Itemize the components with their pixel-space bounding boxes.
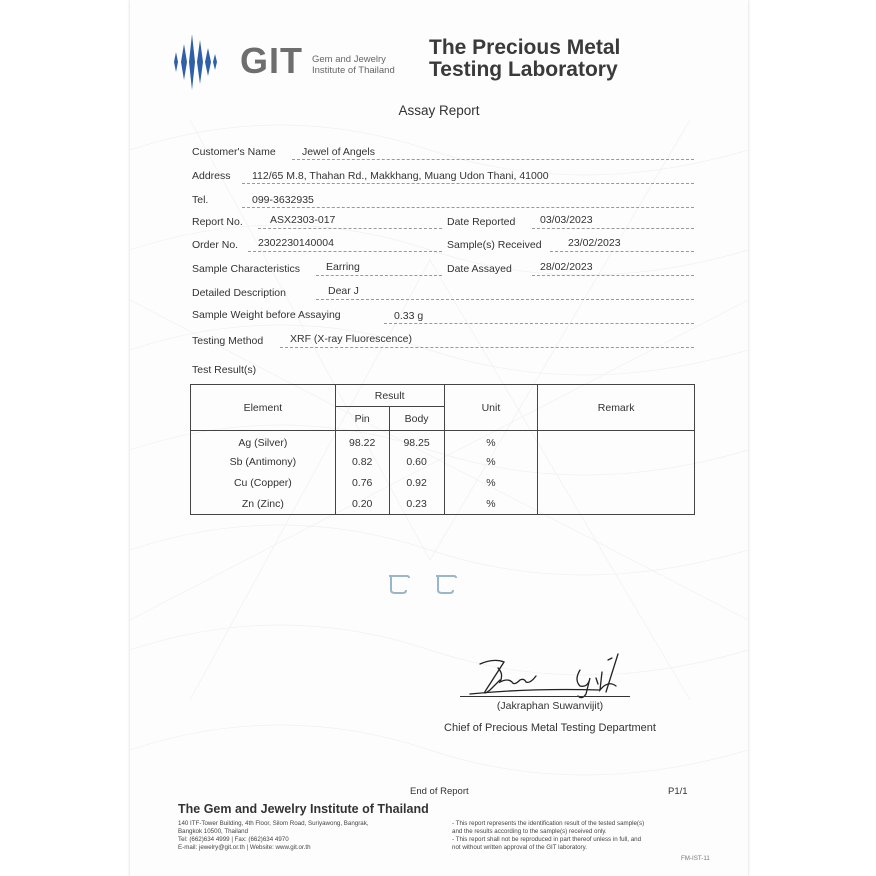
earring-sample-right-icon xyxy=(432,572,460,596)
lab-title xyxy=(429,37,659,81)
date-assayed-label: Date Assayed xyxy=(447,263,512,275)
detailed-description-value: Dear J xyxy=(328,285,359,297)
customer-name-value: Jewel of Angels xyxy=(302,146,375,158)
element-header: Element xyxy=(191,385,336,431)
element-cell: Zn (Zinc) xyxy=(191,494,336,515)
form-code: FM-IST-11 xyxy=(681,855,710,862)
logo-text: GIT xyxy=(240,40,303,81)
tel-label: Tel. xyxy=(192,194,209,206)
address-line-4: E-mail: jewelry@git.or.th | Website: www.git.or.th xyxy=(178,844,311,851)
samples-received-line xyxy=(550,251,694,252)
address-line-1: 140 ITF-Tower Building, 4th Floor, Silom Road, Suriyawong, Bangrak, xyxy=(178,820,369,827)
signature-line xyxy=(460,696,630,697)
institute-address xyxy=(178,820,428,852)
git-logo-icon xyxy=(170,28,220,98)
table-row xyxy=(191,431,695,452)
note-line-1: - This report represents the identification result of the tested sample(s) xyxy=(452,820,645,827)
table-row xyxy=(191,473,695,494)
body-header: Body xyxy=(389,407,444,431)
lab-title-line2: Testing Laboratory xyxy=(429,58,618,81)
body-cell: 0.23 xyxy=(389,494,444,515)
signer-title: Chief of Precious Metal Testing Department xyxy=(444,722,656,734)
pin-cell: 0.76 xyxy=(335,473,389,494)
table-row xyxy=(191,452,695,473)
element-cell: Sb (Antimony) xyxy=(191,452,336,473)
address-label: Address xyxy=(192,170,231,182)
samples-received-label: Sample(s) Received xyxy=(447,239,542,251)
result-header: Result xyxy=(335,385,444,407)
unit-cell: % xyxy=(444,494,538,515)
tel-line xyxy=(242,207,694,208)
remark-cell xyxy=(538,494,695,515)
testing-method-label: Testing Method xyxy=(192,335,264,347)
pin-header: Pin xyxy=(335,407,389,431)
end-of-report: End of Report xyxy=(410,786,469,797)
pin-cell: 0.20 xyxy=(335,494,389,515)
unit-cell: % xyxy=(444,473,538,494)
report-paper xyxy=(130,0,748,876)
results-table xyxy=(190,384,695,515)
element-cell: Ag (Silver) xyxy=(191,431,336,452)
samples-received-value: 23/02/2023 xyxy=(568,237,621,249)
date-assayed-line xyxy=(532,275,694,276)
detailed-description-label: Detailed Description xyxy=(192,287,286,299)
note-line-3: - This report shall not be reproduced in part thereof unless in full, and xyxy=(452,836,642,843)
remark-cell xyxy=(538,473,695,494)
body-cell: 98.25 xyxy=(389,431,444,452)
customer-name-line xyxy=(292,159,694,160)
note-line-4: not without written approval of the GIT laboratory. xyxy=(452,844,587,851)
page-number: P1/1 xyxy=(668,786,688,797)
logo-subtitle xyxy=(312,54,412,76)
order-no-label: Order No. xyxy=(192,239,239,251)
order-no-line xyxy=(248,251,442,252)
unit-cell: % xyxy=(444,452,538,473)
date-assayed-value: 28/02/2023 xyxy=(540,261,593,273)
tel-value: 099-3632935 xyxy=(252,194,314,206)
remark-cell xyxy=(538,431,695,452)
test-results-label: Test Result(s) xyxy=(192,364,257,376)
sample-weight-value: 0.33 g xyxy=(394,310,424,322)
address-line-3: Tel: (662)634 4999 | Fax: (662)634 4970 xyxy=(178,836,289,843)
body-cell: 0.60 xyxy=(389,452,444,473)
address-value: 112/65 M.8, Thahan Rd., Makkhang, Muang Udon Thani, 41000 xyxy=(252,170,549,182)
report-notes xyxy=(452,820,712,852)
report-title: Assay Report xyxy=(398,103,480,118)
note-line-2: and the results according to the sample(s) received only. xyxy=(452,828,607,835)
body-cell: 0.92 xyxy=(389,473,444,494)
signature-image xyxy=(450,650,640,702)
institute-name: The Gem and Jewelry Institute of Thailand xyxy=(178,802,429,816)
date-reported-line xyxy=(532,228,694,229)
unit-header: Unit xyxy=(444,385,538,431)
detailed-description-line xyxy=(316,299,694,300)
lab-title-line1: The Precious Metal xyxy=(429,36,621,59)
testing-method-line xyxy=(280,347,694,348)
pin-cell: 0.82 xyxy=(335,452,389,473)
earring-sample-left-icon xyxy=(385,572,413,596)
address-line-2: Bangkok 10500, Thailand xyxy=(178,828,249,835)
sample-characteristics-value: Earring xyxy=(326,261,360,273)
sample-characteristics-label: Sample Characteristics xyxy=(192,263,300,275)
signer-name: (Jakraphan Suwanvijit) xyxy=(496,700,604,712)
logo-subtitle-line2: Institute of Thailand xyxy=(312,65,395,76)
report-no-value: ASX2303-017 xyxy=(270,214,336,226)
testing-method-value: XRF (X-ray Fluorescence) xyxy=(290,333,412,345)
logo-subtitle-line1: Gem and Jewelry xyxy=(312,54,386,65)
remark-cell xyxy=(538,452,695,473)
order-no-value: 2302230140004 xyxy=(258,237,334,249)
report-no-line xyxy=(258,228,442,229)
remark-header: Remark xyxy=(538,385,695,431)
pin-cell: 98.22 xyxy=(335,431,389,452)
date-reported-value: 03/03/2023 xyxy=(540,214,593,226)
sample-weight-label: Sample Weight before Assaying xyxy=(192,309,341,321)
sample-characteristics-line xyxy=(316,275,442,276)
date-reported-label: Date Reported xyxy=(447,216,516,228)
table-row xyxy=(191,494,695,515)
sample-weight-line xyxy=(384,323,694,324)
address-line xyxy=(242,183,694,184)
unit-cell: % xyxy=(444,431,538,452)
report-no-label: Report No. xyxy=(192,216,243,228)
customer-name-label: Customer's Name xyxy=(192,146,276,158)
element-cell: Cu (Copper) xyxy=(191,473,336,494)
